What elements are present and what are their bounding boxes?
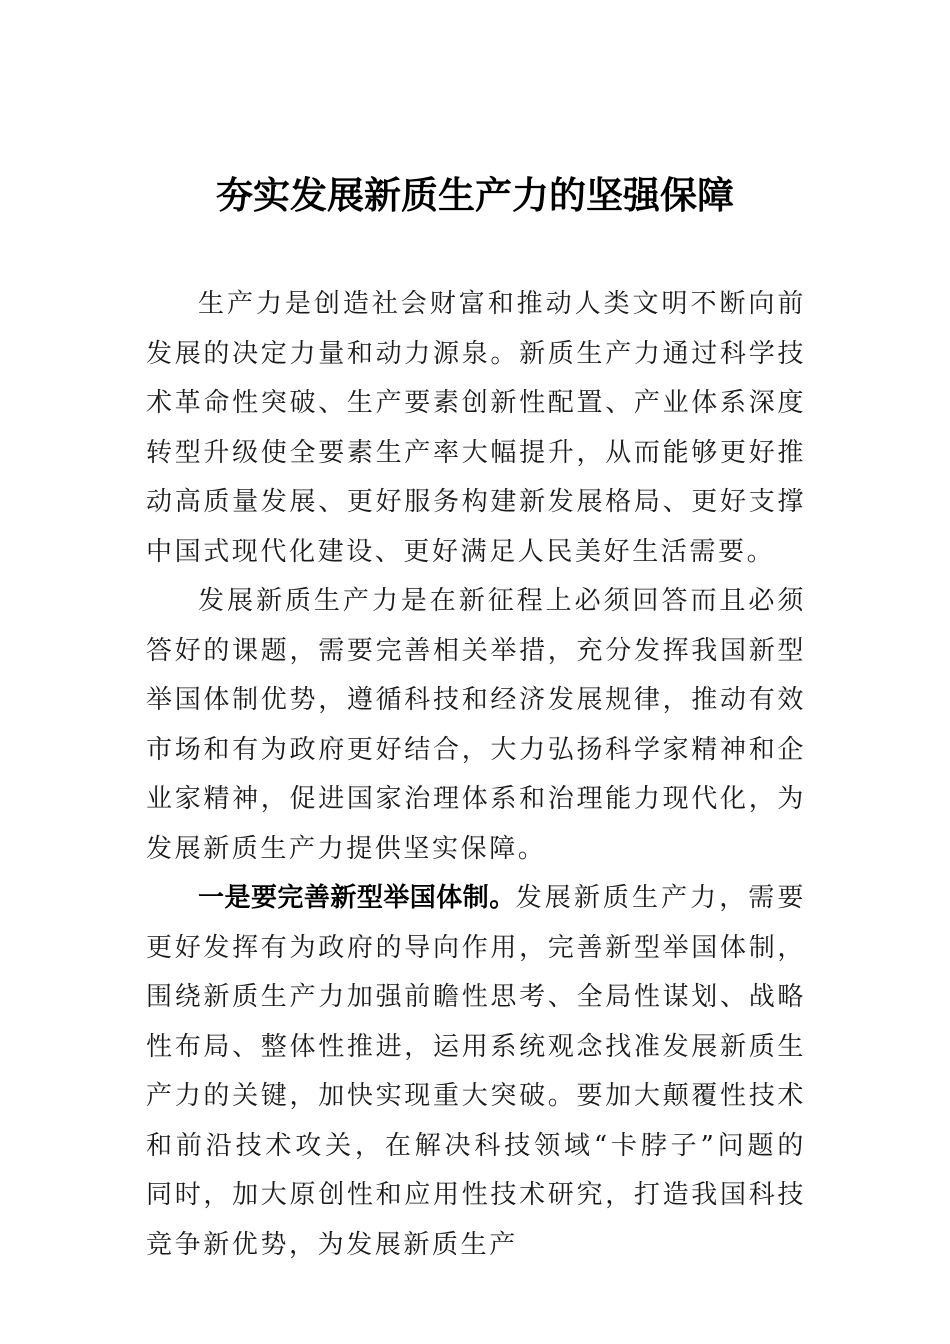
paragraph-2 xyxy=(146,577,806,874)
paragraph-3 xyxy=(146,874,806,1270)
paragraph-text: 发展新质生产力，需要更好发挥有为政府的导向作用，完善新型举国体制，围绕新质生产力加强前瞻性思考、全局性谋划、战略性布局、整体性推进，运用系统观念找准发展新质生产力的关键，加快实现重大突破。要加大颠覆性技术和前沿技术攻关，在解决科技领域“卡脖子”问题的同时，加大原创性和应用性技术研究，打造我国科技竞争新优势，为发展新质生产 xyxy=(146,883,806,1260)
document-body xyxy=(146,280,806,1270)
paragraph-text: 生产力是创造社会财富和推动人类文明不断向前发展的决定力量和动力源泉。新质生产力通过科学技术革命性突破、生产要素创新性配置、产业体系深度转型升级使全要素生产率大幅提升，从而能够更好推动高质量发展、更好服务构建新发展格局、更好支撑中国式现代化建设、更好满足人民美好生活需要。 xyxy=(146,289,806,567)
paragraph-text: 发展新质生产力是在新征程上必须回答而且必须答好的课题，需要完善相关举措，充分发挥我国新型举国体制优势，遵循科技和经济发展规律，推动有效市场和有为政府更好结合，大力弘扬科学家精神和企业家精神，促进国家治理体系和治理能力现代化，为发展新质生产力提供坚实保障。 xyxy=(146,586,806,864)
document-title: 夯实发展新质生产力的坚强保障 xyxy=(216,173,734,217)
paragraph-lead: 一是要完善新型举国体制。 xyxy=(198,883,516,913)
paragraph-1 xyxy=(146,280,806,577)
